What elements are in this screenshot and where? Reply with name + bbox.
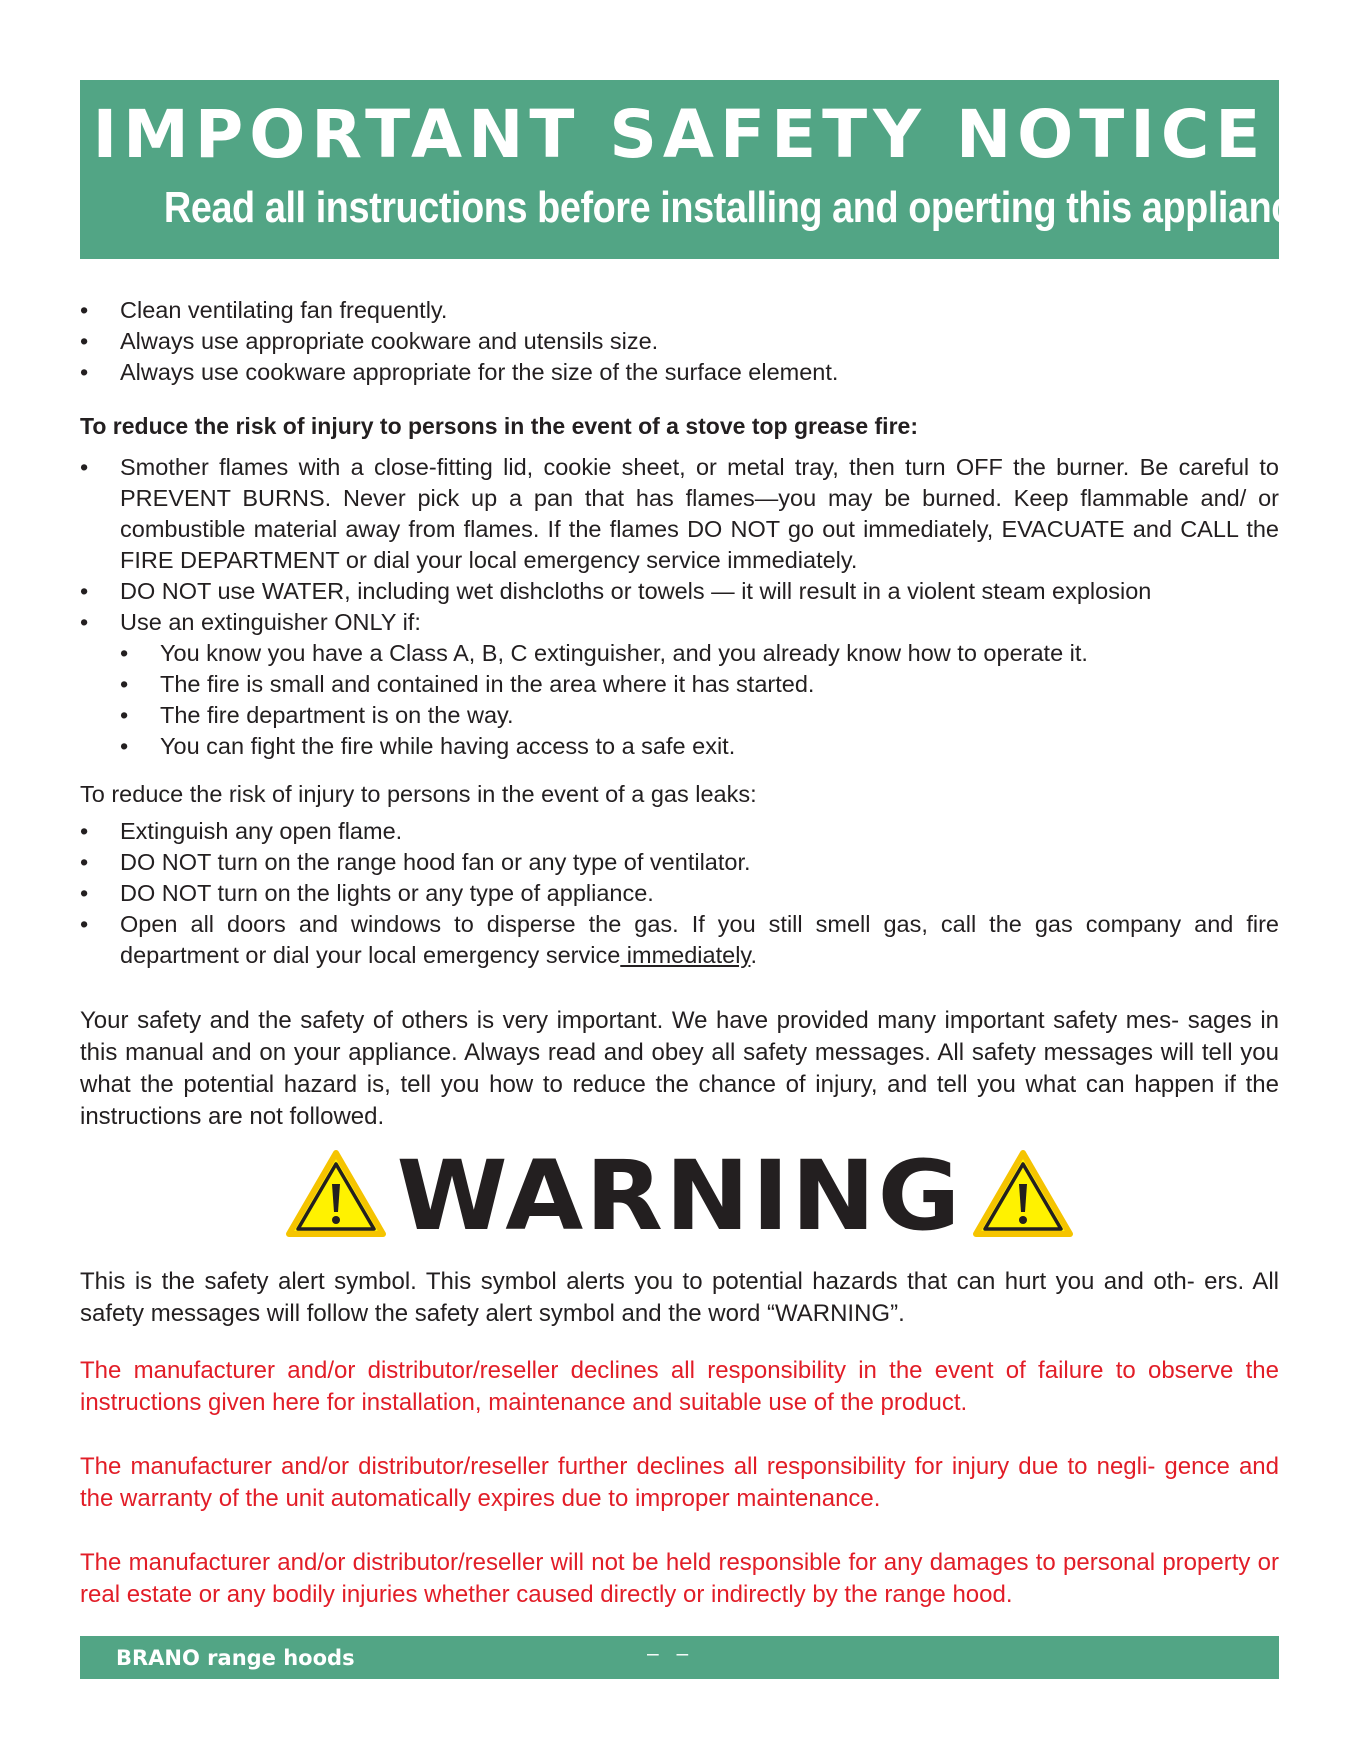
gas-leak-section <box>80 779 1279 971</box>
page-number: – – <box>647 1642 695 1665</box>
warning-banner <box>80 1140 1279 1252</box>
header-banner <box>80 80 1313 259</box>
alert-paragraph: This is the safety alert symbol. This symbol alerts you to potential hazards that can hurt you and oth- ers. All safety messages will follow the safety alert symbol and the word “WARNING”. <box>80 1268 1279 1327</box>
sub-list-item: • The fire department is on the way. <box>120 700 1279 731</box>
list-item: • DO NOT turn on the lights or any type of appliance. <box>80 878 1279 909</box>
warning-triangle-icon <box>971 1148 1075 1245</box>
last-bullet-end: . <box>750 942 757 968</box>
disclaimer-2: The manufacturer and/or distributor/reseller further declines all responsibility for injury due to negli- gence and the warranty of the unit automatically expires due to improper maintenance. <box>80 1453 1279 1512</box>
list-item: • DO NOT turn on the range hood fan or any type of ventilator. <box>80 847 1279 878</box>
warning-word: WARNING <box>396 1140 963 1252</box>
notice-title: IMPORTANT SAFETY NOTICE <box>92 96 1267 173</box>
list-item: • Smother flames with a close-fitting lid, cookie sheet, or metal tray, then turn OFF the burner. Be careful to PREVENT BURNS. Never pick up a pan that has flames—you may be burned. Keep flammable and/ or combustible material away from flames. If the flames DO NOT go out immediately, EVACUATE and CALL the FIRE DEPARTMENT or dial your local emergency service immediately. <box>80 452 1279 576</box>
list-item: • Extinguish any open flame. <box>80 816 1279 847</box>
list-item: • DO NOT use WATER, including wet dishcloths or towels — it will result in a violent steam explosion <box>80 576 1279 607</box>
gas-leak-heading: To reduce the risk of injury to persons in the event of a gas leaks: <box>80 781 757 807</box>
list-item-last <box>80 909 1279 971</box>
footer-brand: BRANO range hoods <box>116 1646 355 1670</box>
last-bullet-underlined: immediately <box>620 942 751 968</box>
list-item: • Clean ventilating fan frequently. <box>80 295 1279 326</box>
list-item: • Always use appropriate cookware and utensils size. <box>80 326 1279 357</box>
sub-list-item: • You know you have a Class A, B, C extinguisher, and you already know how to operate it. <box>120 638 1279 669</box>
disclaimer-1: The manufacturer and/or distributor/reseller declines all responsibility in the event of failure to observe the instructions given here for installation, maintenance and suitable use of the product. <box>80 1357 1279 1416</box>
disclaimer-3: The manufacturer and/or distributor/reseller will not be held responsible for any damages to personal property or real estate or any bodily injuries whether caused directly or indirectly by the range hood. <box>80 1549 1279 1608</box>
sub-list-item: • You can fight the fire while having access to a safe exit. <box>120 731 1279 762</box>
sub-list-item: • The fire is small and contained in the area where it has started. <box>120 669 1279 700</box>
warning-triangle-icon <box>284 1148 388 1245</box>
list-item: • Use an extinguisher ONLY if: <box>80 607 1279 638</box>
footer-bar <box>80 1636 1279 1679</box>
grease-fire-section <box>80 411 1279 762</box>
grease-fire-heading: To reduce the risk of injury to persons in the event of a stove top grease fire: <box>80 413 918 439</box>
safety-paragraph: Your safety and the safety of others is very important. We have provided many important safety mes- sages in this manual and on your appliance. Always read and obey all safety messages. All safety messages will tell you what the potential hazard is, tell you how to reduce the chance of injury, and tell you what can happen if the instructions are not followed. <box>80 1007 1279 1130</box>
general-tips <box>80 295 1279 388</box>
last-bullet-text: Open all doors and windows to disperse the gas. If you still smell gas, call the gas company and fire department or dial your local emergency service <box>120 911 1279 968</box>
notice-subtitle: Read all instructions before installing and operting this appliance <box>163 183 1313 232</box>
list-item: • Always use cookware appropriate for the size of the surface element. <box>80 357 1279 388</box>
